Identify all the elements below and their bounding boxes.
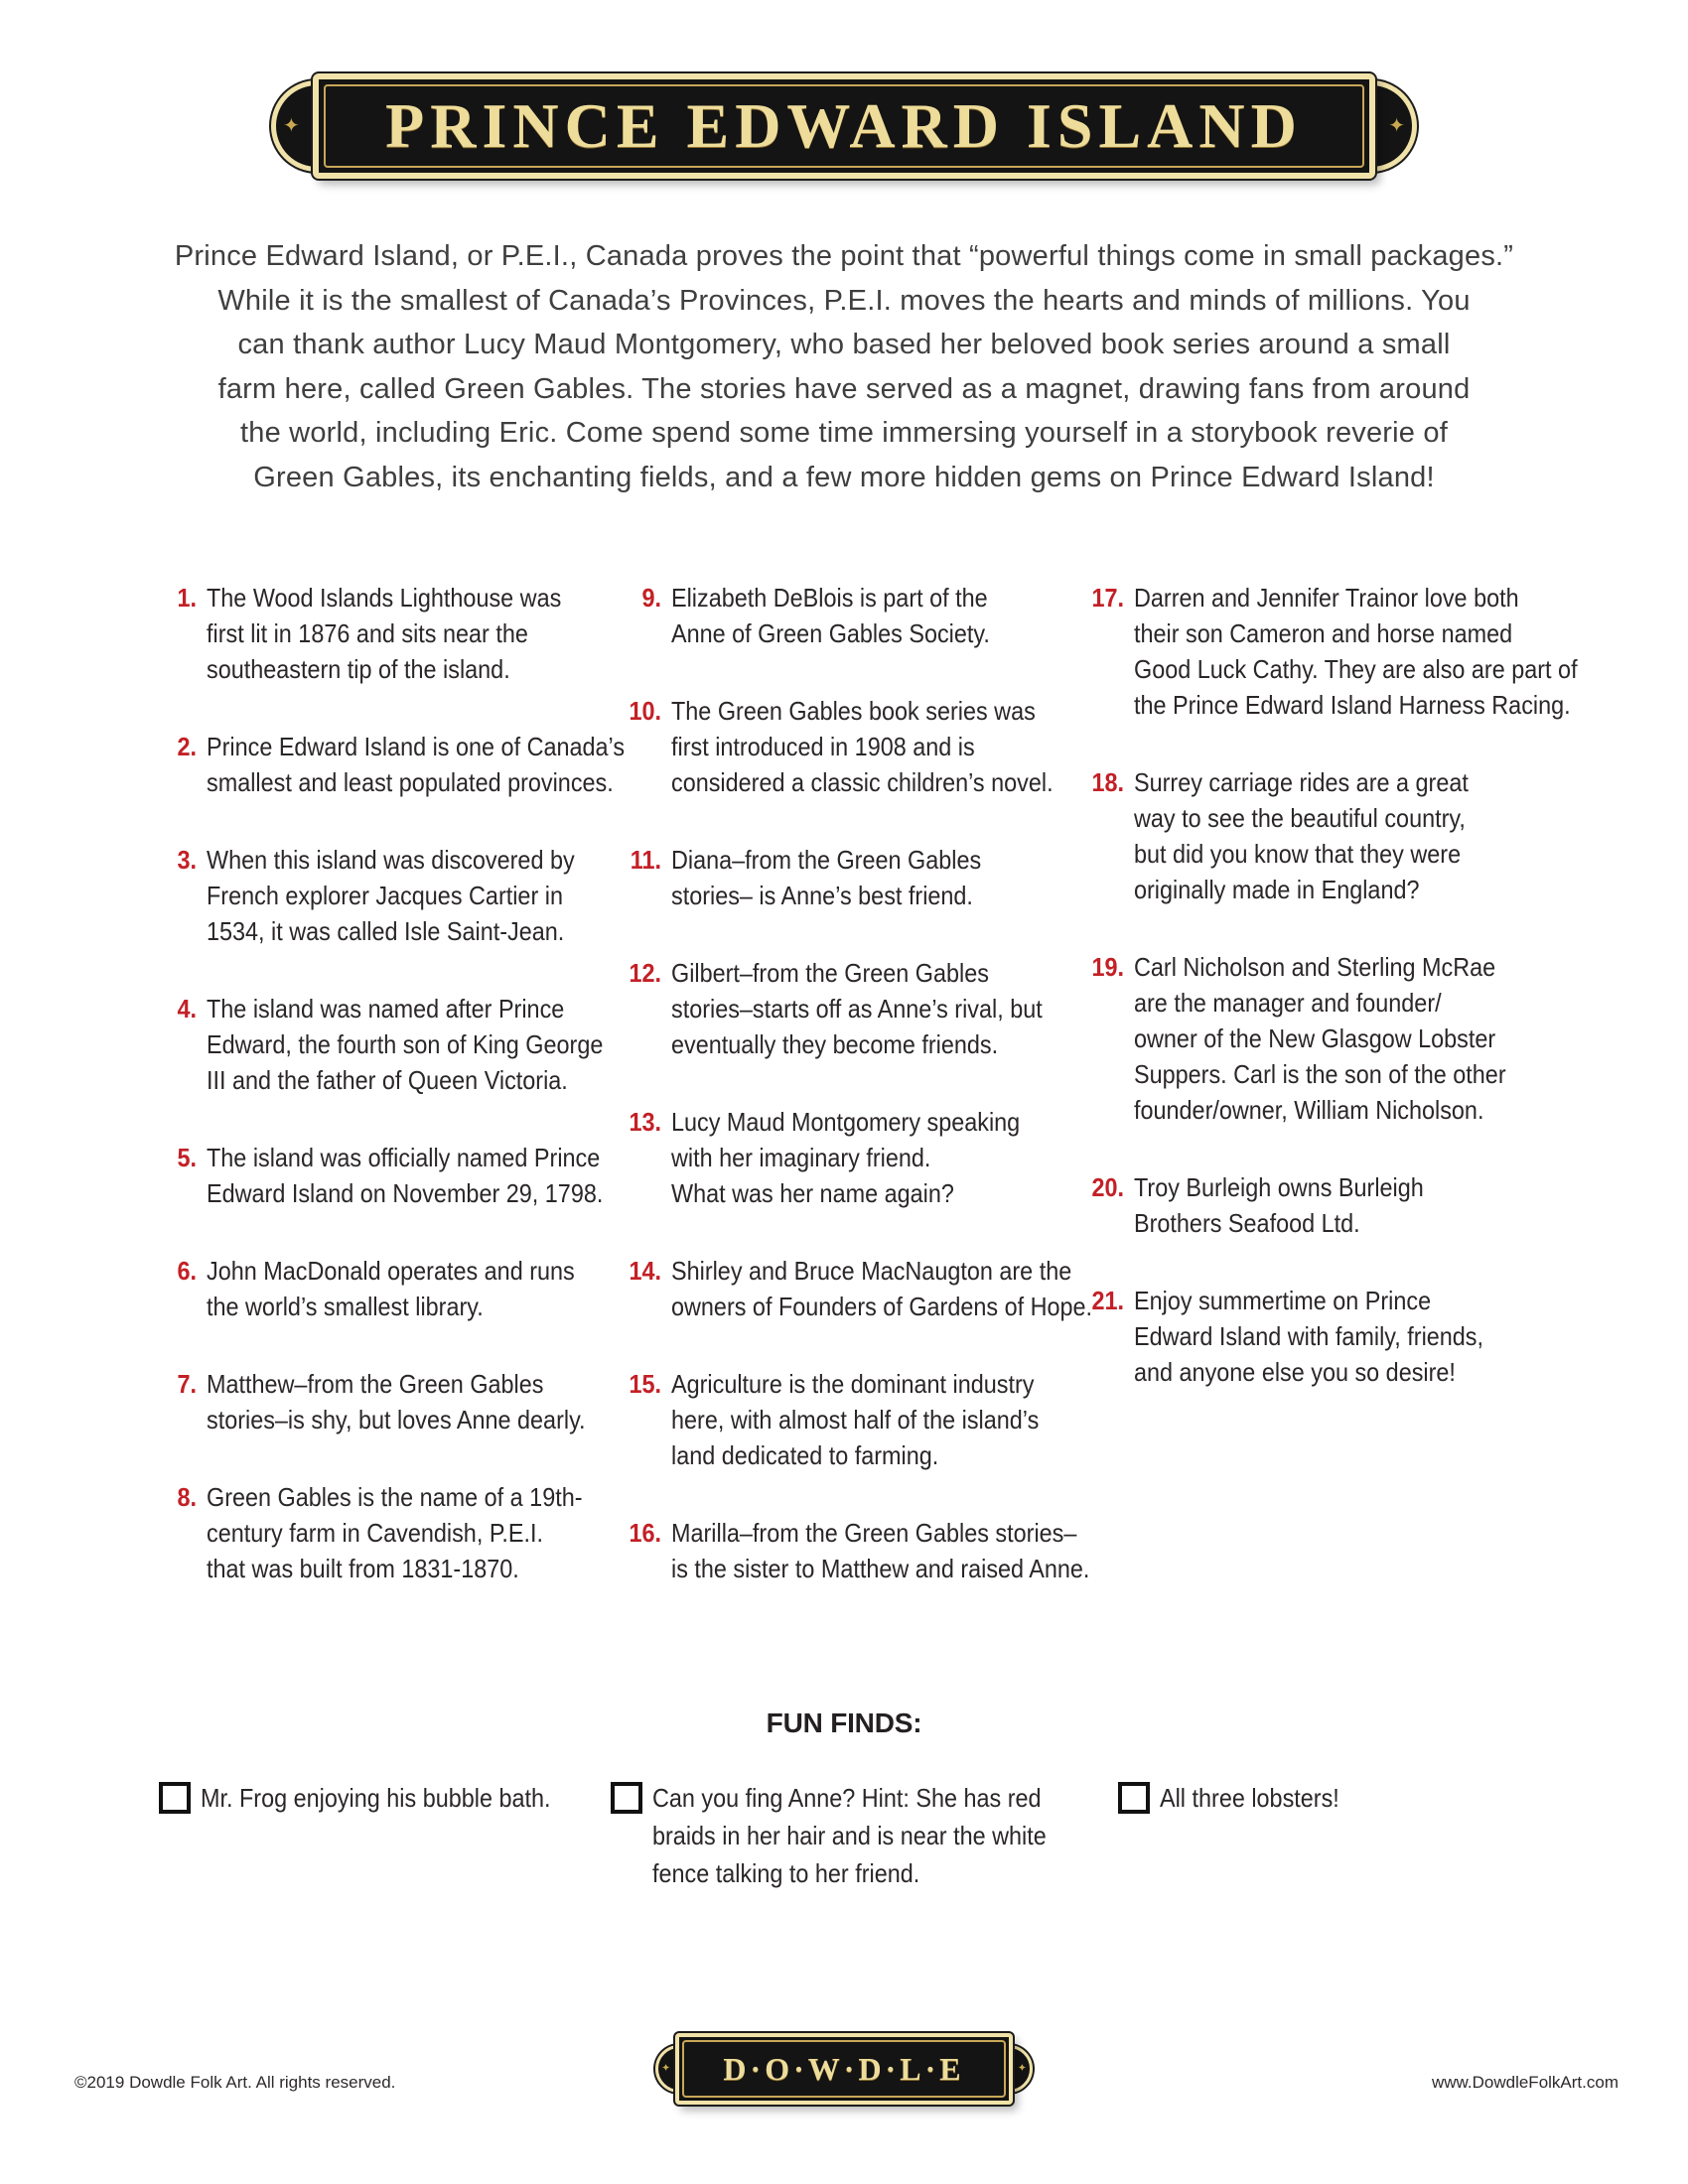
fact-text: Gilbert–from the Green Gables stories–starts off as Anne’s rival, but eventually they become friends.	[671, 958, 1043, 1059]
fact-item	[1084, 580, 1601, 723]
fact-text: The Green Gables book series was first introduced in 1908 and is considered a classic children’s novel.	[671, 696, 1054, 797]
fact-number: 3.	[177, 845, 197, 875]
fact-number: 7.	[177, 1369, 197, 1399]
banner-plate	[313, 73, 1375, 179]
copyright-text: ©2019 Dowdle Folk Art. All rights reserved.	[74, 2073, 396, 2092]
fact-text: Prince Edward Island is one of Canada’s smallest and least populated provinces.	[207, 732, 626, 797]
fun-find-item	[159, 1779, 626, 1817]
fact-item	[157, 1140, 653, 1211]
fact-text: The island was named after Prince Edward, the fourth son of King George III and the father of Queen Victoria.	[207, 994, 604, 1095]
fact-text: Elizabeth DeBlois is part of the Anne of Green Gables Society.	[671, 583, 990, 648]
fact-number: 6.	[177, 1256, 197, 1286]
fact-item	[622, 1515, 1118, 1586]
fun-find-text: All three lobsters!	[1160, 1783, 1339, 1813]
fact-item	[1084, 764, 1601, 907]
intro-line: While it is the smallest of Canada’s Provinces, P.E.I. moves the hearts and minds of millions. You	[217, 284, 1471, 317]
fact-item	[622, 1104, 1118, 1211]
intro-paragraph	[109, 234, 1579, 499]
facts-column-2	[622, 580, 1118, 1628]
fact-item	[1084, 1169, 1601, 1241]
dowdle-logo	[661, 2033, 1027, 2105]
fact-item	[157, 580, 653, 687]
fun-find-text: Can you fing Anne? Hint: She has red braids in her hair and is near the white fence talking to her friend.	[652, 1783, 1047, 1888]
fact-number: 2.	[177, 732, 197, 761]
fact-text: Carl Nicholson and Sterling McRae are the manager and founder/ owner of the New Glasgow Lobster Suppers. Carl is the son of the other founder/owner, William Nicholson.	[1134, 952, 1506, 1125]
fact-item	[622, 1366, 1118, 1473]
fact-item	[622, 693, 1118, 800]
fact-number: 12.	[629, 958, 661, 988]
fact-text: When this island was discovered by French explorer Jacques Cartier in 1534, it was called Isle Saint-Jean.	[207, 845, 575, 946]
fact-text: Agriculture is the dominant industry here, with almost half of the island’s land dedicated to farming.	[671, 1369, 1040, 1470]
fact-number: 19.	[1091, 952, 1124, 982]
fact-text: Troy Burleigh owns Burleigh Brothers Seafood Ltd.	[1134, 1172, 1424, 1238]
website-url: www.DowdleFolkArt.com	[1432, 2073, 1618, 2092]
facts-column-1	[157, 580, 653, 1628]
fact-text: Darren and Jennifer Trainor love both their son Cameron and horse named Good Luck Cathy. They are also are part of the Prince Edward Island Harness Racing.	[1134, 583, 1578, 720]
fact-text: Surrey carriage rides are a great way to see the beautiful country, but did you know that they were originally made in England?	[1134, 767, 1469, 904]
facts-column-3	[1084, 580, 1601, 1432]
title-banner	[283, 73, 1405, 179]
fact-number: 10.	[629, 696, 661, 726]
fact-number: 21.	[1091, 1286, 1124, 1315]
fact-number: 13.	[629, 1107, 661, 1137]
fact-text: Green Gables is the name of a 19th- century farm in Cavendish, P.E.I. that was built from 1831-1870.	[207, 1482, 583, 1583]
fact-number: 17.	[1091, 583, 1124, 613]
fun-find-item	[611, 1779, 1087, 1892]
fact-text: Enjoy summertime on Prince Edward Island with family, friends, and anyone else you so desire!	[1134, 1286, 1484, 1387]
intro-line: can thank author Lucy Maud Montgomery, who based her beloved book series around a small	[237, 329, 1451, 360]
fact-text: Shirley and Bruce MacNaugton are the owners of Founders of Gardens of Hope.	[671, 1256, 1093, 1321]
fun-find-text: Mr. Frog enjoying his bubble bath.	[201, 1783, 551, 1813]
fact-item	[622, 580, 1118, 651]
fact-text: Diana–from the Green Gables stories– is Anne’s best friend.	[671, 845, 982, 910]
page-title: PRINCE EDWARD ISLAND	[385, 90, 1303, 161]
intro-line: the world, including Eric. Come spend some time immersing yourself in a storybook reverie of	[240, 417, 1448, 449]
fact-number: 14.	[629, 1256, 661, 1286]
fact-item	[622, 1253, 1118, 1324]
fact-number: 18.	[1091, 767, 1124, 797]
fact-item	[157, 1479, 653, 1586]
fact-item	[157, 1366, 653, 1437]
fact-item	[157, 729, 653, 800]
fact-number: 15.	[629, 1369, 661, 1399]
fan-ornament-icon: ✦	[283, 115, 300, 137]
fact-item	[157, 842, 653, 949]
fact-item	[1084, 1283, 1601, 1390]
fun-find-item	[1118, 1779, 1545, 1817]
fan-ornament-icon: ✦	[661, 2062, 671, 2075]
fact-number: 8.	[177, 1482, 197, 1512]
checkbox-icon[interactable]	[159, 1782, 191, 1814]
checkbox-icon[interactable]	[1118, 1782, 1150, 1814]
fact-text: Matthew–from the Green Gables stories–is shy, but loves Anne dearly.	[207, 1369, 586, 1434]
fact-text: The island was officially named Prince Edward Island on November 29, 1798.	[207, 1143, 604, 1208]
fan-ornament-icon: ✦	[1388, 115, 1405, 137]
fact-number: 1.	[177, 583, 197, 613]
fact-item	[1084, 949, 1601, 1128]
intro-line: farm here, called Green Gables. The stories have served as a magnet, drawing fans from around	[217, 372, 1471, 405]
fact-item	[622, 955, 1118, 1062]
logo-plate	[675, 2033, 1013, 2105]
logo-text: D·O·W·D·L·E	[723, 2050, 965, 2087]
fact-number: 16.	[629, 1518, 661, 1548]
fact-number: 4.	[177, 994, 197, 1024]
fact-text: The Wood Islands Lighthouse was first lit in 1876 and sits near the southeastern tip of the island.	[207, 583, 562, 684]
fact-text: John MacDonald operates and runs the world’s smallest library.	[207, 1256, 575, 1321]
checkbox-icon[interactable]	[611, 1782, 642, 1814]
intro-line: Green Gables, its enchanting fields, and a few more hidden gems on Prince Edward Island!	[253, 461, 1435, 493]
fan-ornament-icon: ✦	[1017, 2062, 1027, 2075]
fact-number: 5.	[177, 1143, 197, 1172]
fact-number: 20.	[1091, 1172, 1124, 1202]
fact-number: 11.	[630, 845, 661, 875]
intro-line: Prince Edward Island, or P.E.I., Canada proves the point that “powerful things come in small packages.”	[174, 240, 1514, 272]
fact-item	[157, 991, 653, 1098]
fact-item	[622, 842, 1118, 913]
fact-text: Marilla–from the Green Gables stories– is the sister to Matthew and raised Anne.	[671, 1518, 1090, 1583]
fact-number: 9.	[641, 583, 661, 613]
fact-item	[157, 1253, 653, 1324]
fun-finds-heading: FUN FINDS:	[766, 1707, 922, 1738]
fact-text: Lucy Maud Montgomery speaking with her imaginary friend. What was her name again?	[671, 1107, 1021, 1208]
